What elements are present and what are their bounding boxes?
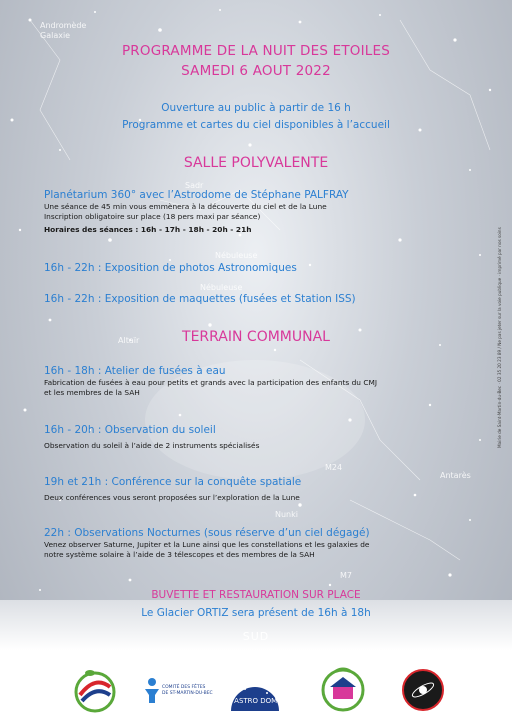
nocturnes-title: 22h : Observations Nocturnes (sous réserve d’un ciel dégagé) [44, 527, 370, 539]
astrodome-wordmark: L'ASTRO DOME [228, 697, 282, 705]
expo-photos: 16h - 22h : Exposition de photos Astronomiques [44, 262, 297, 274]
sud-label: SUD [242, 630, 270, 643]
sky-label-altair: Altaïr [118, 336, 140, 345]
sky-label-m24: M24 [325, 463, 343, 472]
conference-text-1: Deux conférences vous seront proposées sur l’exploration de la Lune [44, 493, 300, 502]
nocturnes-block [44, 527, 484, 560]
nocturnes-text-2: notre système solaire à l’aide de 3 télescopes et des membres de la SAH [44, 550, 315, 559]
glacier-line: Le Glacier ORTIZ sera présent de 16h à 18h [141, 607, 371, 619]
nocturnes-text-1: Venez observer Saturne, Jupiter et la Lune ainsi que les constellations et les galaxies de [44, 540, 370, 549]
person-icon [144, 677, 160, 703]
sponsor-logos [0, 665, 512, 720]
planetarium-text-1: Une séance de 45 min vous emmènera à la découverte du ciel et de la Lune [44, 202, 327, 211]
sky-label-sadr: Sadr [185, 181, 204, 190]
comite-line-1: COMITÉ DES FÊTES [162, 685, 206, 690]
saint-martin-logo-icon [318, 665, 368, 715]
conference-block [44, 476, 484, 503]
section-title-terrain: TERRAIN COMMUNAL [182, 329, 330, 345]
planetarium-block [44, 189, 484, 235]
fusees-block [44, 365, 484, 398]
sky-label-antares: Antarès [440, 471, 471, 480]
sky-label-nunki: Nunki [275, 510, 298, 519]
vertical-print-note: Mairie de Saint-Martin-du-Bec · 02 35 20 23 89 / Ne pas jeter sur la voie publique · imprimé par nos soins [497, 227, 502, 448]
conference-title: 19h et 21h : Conférence sur la conquête spatiale [44, 476, 302, 488]
planetarium-text-2: Inscription obligatoire sur place (18 pers maxi par séance) [44, 212, 261, 221]
soleil-title: 16h - 20h : Observation du soleil [44, 424, 216, 436]
cmj-logo-icon [70, 665, 120, 715]
sky-label-galaxie: Galaxie [40, 31, 71, 40]
intro-programme: Programme et cartes du ciel disponibles à l’accueil [122, 119, 390, 131]
sky-label-nebuleuse-1: Nébuleuse [215, 251, 258, 260]
sky-label-m7: M7 [340, 571, 352, 580]
buvette-line: BUVETTE ET RESTAURATION SUR PLACE [151, 589, 361, 601]
fusees-text-1: Fabrication de fusées à eau pour petits et grands avec la participation des enfants du CMJ [44, 378, 378, 387]
comite-line-2: DE ST-MARTIN-DU-BEC [162, 691, 213, 696]
astrodome-logo-icon [227, 665, 283, 715]
fusees-text-2: et les membres de la SAH [44, 388, 140, 397]
sky-label-andromede: Andromède [40, 21, 87, 30]
sky-label-nebuleuse-2: Nébuleuse [200, 283, 243, 292]
intro-opening: Ouverture au public à partir de 16 h [161, 102, 351, 114]
expo-maquettes: 16h - 22h : Exposition de maquettes (fusées et Station ISS) [44, 293, 356, 305]
poster-title-line-2: SAMEDI 6 AOUT 2022 [181, 63, 331, 79]
sah-logo-icon [398, 665, 448, 715]
soleil-text-1: Observation du soleil à l’aide de 2 instruments spécialisés [44, 441, 260, 450]
planetarium-title: Planétarium 360° avec l’Astrodome de Stéphane PALFRAY [44, 189, 349, 201]
poster-title-line-1: PROGRAMME DE LA NUIT DES ETOILES [121, 43, 391, 59]
planetarium-hours: Horaires des séances : 16h - 17h - 18h - 20h - 21h [44, 225, 252, 234]
fusees-title: 16h - 18h : Atelier de fusées à eau [44, 365, 226, 377]
soleil-block [44, 424, 484, 451]
section-title-salle: SALLE POLYVALENTE [183, 155, 329, 171]
